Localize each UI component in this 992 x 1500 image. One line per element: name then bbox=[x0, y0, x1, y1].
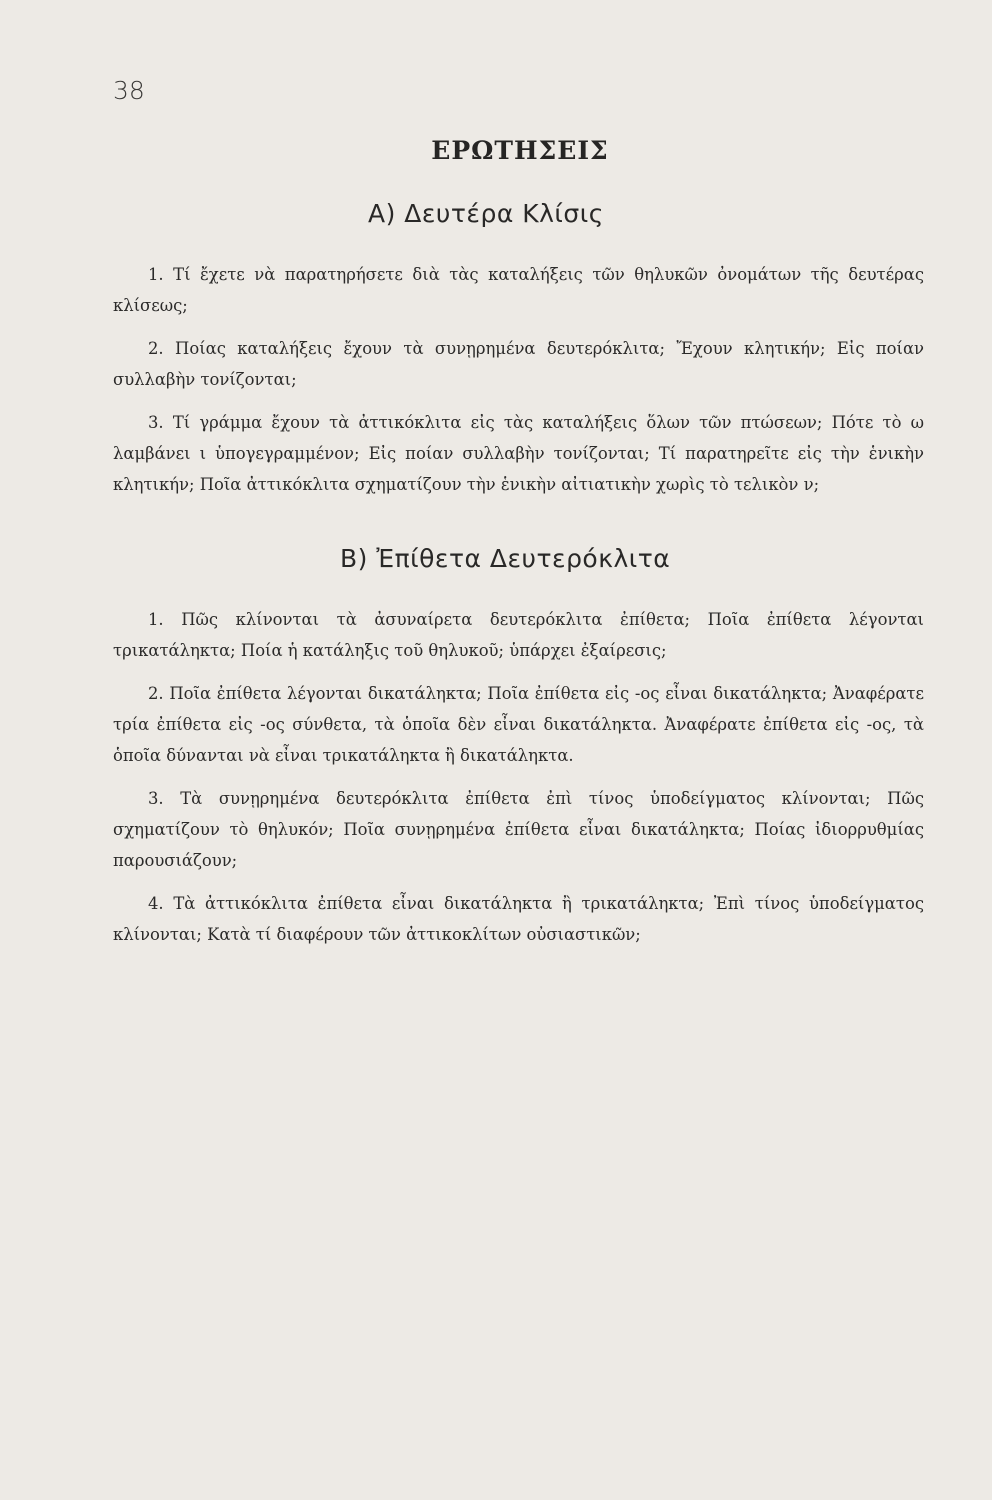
question-a-3 bbox=[113, 407, 924, 500]
question-text: Τί γράμμα ἔχουν τὰ ἀττικόκλιτα εἰς τὰς καταλήξεις ὅλων τῶν πτώσεων; Πότε τὸ ω λαμβάνει ι ὑπογεγραμμένον; Εἰς ποίαν συλλαβὴν τονίζονται; Τί παρατηρεῖτε εἰς τὴν ἑνικὴν κλητικήν; Ποῖα ἀττικόκλιτα σχηματίζουν τὴν ἑνικὴν αἰτιατικὴν χωρὶς τὸ τελικὸν ν; bbox=[113, 413, 924, 494]
question-b-4 bbox=[113, 888, 924, 950]
section-a-heading: Α) Δευτέρα Κλίσις bbox=[368, 199, 604, 228]
question-text: Τὰ ἀττικόκλιτα ἐπίθετα εἶναι δικατάληκτα ἢ τρικατάληκτα; Ἐπὶ τίνος ὑποδείγματος κλίνονται; Κατὰ τί διαφέρουν τῶν ἀττικοκλίτων οὐσιαστικῶν; bbox=[113, 894, 924, 944]
question-text: Τί ἔχετε νὰ παρατηρήσετε διὰ τὰς καταλήξεις τῶν θηλυκῶν ὀνομάτων τῆς δευτέρας κλίσεως; bbox=[113, 265, 924, 315]
section-a-questions bbox=[113, 259, 924, 512]
question-number: 4. bbox=[148, 894, 164, 913]
question-number: 3. bbox=[148, 413, 164, 432]
question-number: 3. bbox=[148, 789, 164, 808]
page-title: ΕΡΩΤΗΣΕΙΣ bbox=[431, 136, 609, 165]
question-text: Ποίας καταλήξεις ἔχουν τὰ συνῃρημένα δευτερόκλιτα; Ἔχουν κλητικήν; Εἰς ποίαν συλλαβὴν τονίζονται; bbox=[113, 339, 924, 389]
question-b-2 bbox=[113, 678, 924, 771]
section-b-heading: Β) Ἐπίθετα Δευτερόκλιτα bbox=[340, 544, 671, 573]
question-b-3 bbox=[113, 783, 924, 876]
question-number: 2. bbox=[148, 684, 164, 703]
question-number: 2. bbox=[148, 339, 164, 358]
question-text: Ποῖα ἐπίθετα λέγονται δικατάληκτα; Ποῖα ἐπίθετα εἰς -ος εἶναι δικατάληκτα; Ἀναφέρατε τρία ἐπίθετα εἰς -ος σύνθετα, τὰ ὁποῖα δὲν εἶναι δικατάληκτα. Ἀναφέρατε ἐπίθετα εἰς -ος, τὰ ὁποῖα δύνανται νὰ εἶναι τρικατάληκτα ἢ δικατάληκτα. bbox=[113, 684, 924, 765]
section-b-questions bbox=[113, 604, 924, 962]
question-text: Τὰ συνῃρημένα δευτερόκλιτα ἐπίθετα ἐπὶ τίνος ὑποδείγματος κλίνονται; Πῶς σχηματίζουν τὸ θηλυκόν; Ποῖα συνῃρημένα ἐπίθετα εἶναι δικατάληκτα; Ποίας ἰδιορρυθμίας παρουσιάζουν; bbox=[113, 789, 924, 870]
question-text: Πῶς κλίνονται τὰ ἀσυναίρετα δευτερόκλιτα ἐπίθετα; Ποῖα ἐπίθετα λέγονται τρικατάληκτα; Ποία ἡ κατάληξις τοῦ θηλυκοῦ; ὑπάρχει ἐξαίρεσις; bbox=[113, 610, 924, 660]
page-number: 38 bbox=[113, 76, 145, 105]
question-a-1 bbox=[113, 259, 924, 321]
question-number: 1. bbox=[148, 610, 164, 629]
question-a-2 bbox=[113, 333, 924, 395]
question-b-1 bbox=[113, 604, 924, 666]
question-number: 1. bbox=[148, 265, 164, 284]
